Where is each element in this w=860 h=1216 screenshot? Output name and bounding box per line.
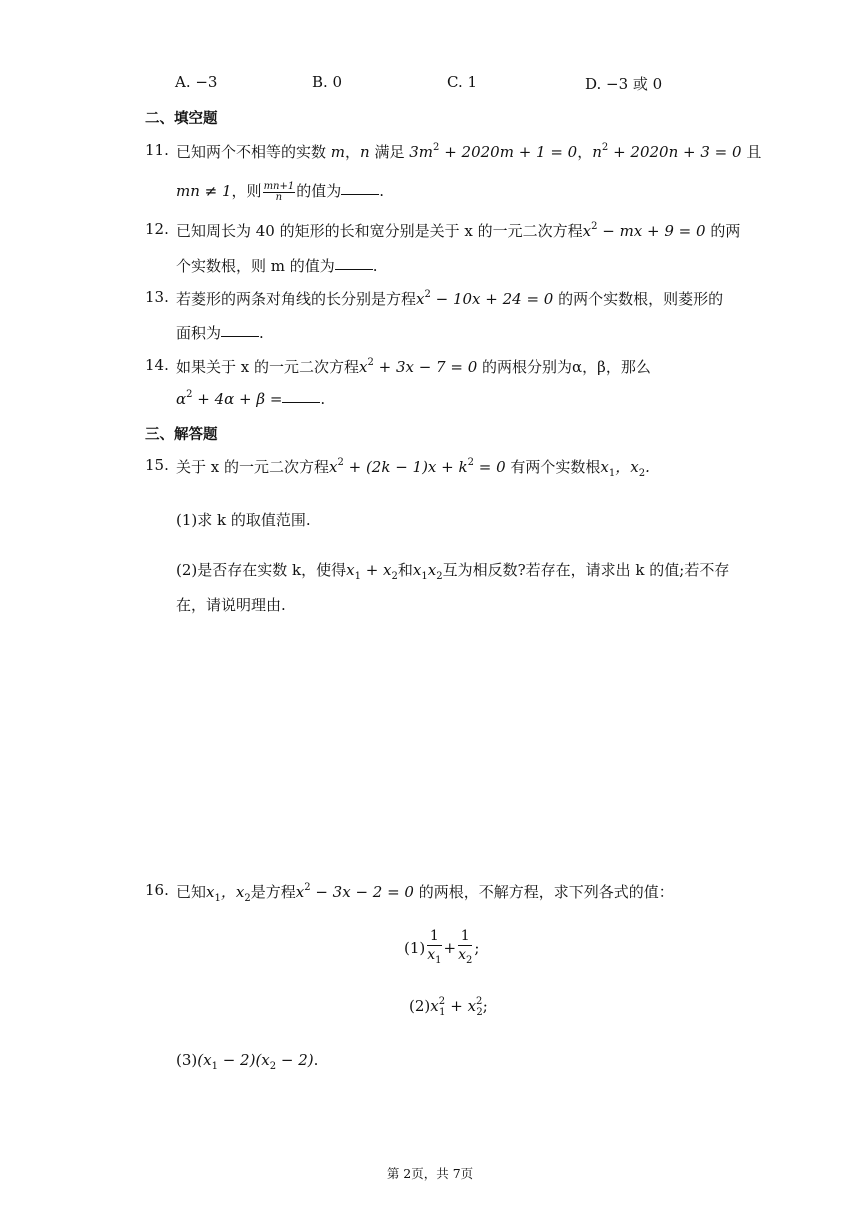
answer-blank	[282, 401, 320, 403]
q11-tail: 的值为	[296, 182, 342, 200]
question-14-line-2	[176, 389, 325, 408]
question-12-line-2	[176, 255, 378, 276]
q16-fraction-2	[458, 928, 472, 970]
q12-text-3: 个实数根，则 m 的值为	[176, 257, 335, 275]
q15-and: 和	[397, 561, 413, 579]
question-14-number: 14.	[145, 356, 169, 374]
question-15-part-1: (1)求 k 的取值范围.	[176, 511, 311, 529]
q16-part-1-label: (1)	[404, 939, 426, 957]
q16-frac-1-numerator: 1	[427, 928, 441, 946]
answer-blank	[341, 193, 379, 195]
q14-equation: $x^2 + 3x - 7 = 0$	[359, 357, 478, 376]
q12-text-2: 的两	[705, 222, 741, 240]
q11-var-m: m	[330, 143, 346, 161]
q15-part-2-text-2: 互为相反数?若存在，请求出 k 的值;若不存	[442, 561, 730, 579]
q16-text-2: 是方程	[250, 883, 296, 901]
q16-text: 已知	[176, 883, 207, 901]
q13-text: 若菱形的两条对角线的长分别是方程	[176, 290, 417, 308]
q11-then: ，则	[231, 182, 262, 200]
q15-sum: $x_1 + x_2$	[346, 561, 398, 582]
q16-frac-1-denominator: $x_1$	[427, 947, 442, 966]
question-12-line-1	[176, 220, 740, 241]
q14-text: 如果关于 x 的一元二次方程	[176, 358, 359, 376]
question-16-line-1	[176, 881, 674, 904]
question-11-number: 11.	[145, 141, 169, 159]
answer-blank	[221, 335, 259, 337]
q11-fraction	[263, 182, 296, 203]
q12-text: 已知周长为 40 的矩形的长和宽分别是关于 x 的一元二次方程	[176, 222, 583, 240]
question-16-part-3: $(3)(x_1 - 2)(x_2 - 2)$.	[176, 1051, 319, 1072]
q14-period: .	[320, 390, 326, 408]
section-title-fill-blank: 二、填空题	[145, 110, 218, 127]
q15-text-2: 有两个实数根	[505, 458, 601, 476]
q11-equation-2: $n^2 + 2020n + 3 = 0$	[592, 142, 742, 161]
option-b: B. 0	[312, 73, 343, 91]
question-15-line-1	[176, 456, 650, 479]
q16-roots: $x_1$，$x_2$	[206, 883, 251, 904]
question-15-number: 15.	[145, 456, 169, 474]
question-15-part-2-line-1	[176, 559, 729, 582]
option-c: C. 1	[447, 73, 478, 91]
q11-var-n: n	[360, 143, 370, 161]
q15-text: 关于 x 的一元二次方程	[176, 458, 329, 476]
q11-equation-1: $3m^2 + 2020m + 1 = 0$	[409, 142, 578, 161]
answer-blank	[335, 268, 373, 270]
q13-text-3: 面积为	[176, 324, 222, 342]
q11-and: 且	[741, 143, 762, 161]
question-16-number: 16.	[145, 881, 169, 899]
option-d: D. −3 或 0	[585, 75, 663, 93]
q11-frac-denominator: n	[275, 191, 283, 203]
q15-product: $x_1x_2$	[412, 561, 443, 582]
q14-expression: $\alpha^2 + 4\alpha + \beta$ =	[176, 389, 283, 408]
question-16-part-1	[404, 928, 479, 970]
section-title-solutions: 三、解答题	[145, 426, 218, 443]
q16-frac-2-denominator: $x_2$	[458, 947, 473, 966]
q13-equation: $x^2 - 10x + 24 = 0$	[416, 289, 554, 308]
question-11-line-1: 已知两个不相等的实数 m，n 满足 $3m^2 + 2020m + 1 = 0$，$n^2 + 2020n + 3 = 0$ 且	[176, 142, 762, 161]
q12-period: .	[372, 257, 378, 275]
question-13-line-2	[176, 322, 264, 343]
q16-equation: $x^2 - 3x - 2 = 0$	[295, 882, 414, 901]
q16-semicolon: ;	[474, 939, 480, 957]
q13-text-2: 的两个实数根，则菱形的	[553, 290, 724, 308]
q11-frac-numerator: mn+1	[263, 180, 295, 192]
q13-period: .	[259, 324, 264, 342]
q16-plus: +	[443, 939, 457, 957]
page-footer: 第 2页，共 7页	[386, 1166, 474, 1181]
question-13-number: 13.	[145, 288, 169, 306]
q11-text-2: 满足	[369, 143, 410, 161]
q16-frac-2-numerator: 1	[458, 928, 472, 946]
question-14-line-1	[176, 356, 651, 377]
q16-fraction-1	[427, 928, 441, 970]
q16-text-3: 的两根，不解方程，求下列各式的值：	[413, 883, 674, 901]
q14-text-2: 的两根分别为α，β，那么	[477, 358, 651, 376]
q11-comma: ，	[345, 143, 361, 161]
question-13-line-1	[176, 288, 723, 309]
q12-equation: $x^2$ − mx + 9 = 0	[582, 221, 706, 240]
q11-text: 已知两个不相等的实数	[176, 143, 327, 161]
question-11-line-2	[176, 180, 384, 203]
q15-roots: $x_1$，$x_2$.	[600, 458, 650, 479]
q11-condition: mn ≠ 1	[176, 182, 232, 200]
q15-part-2-text: (2)是否存在实数 k，使得	[176, 561, 347, 579]
q15-equation: $x^2 + (2k - 1)x + k^2 = 0$	[329, 457, 506, 476]
question-12-number: 12.	[145, 220, 169, 238]
question-16-part-2: $(2)x^2_1 + x^2_2$;	[409, 996, 488, 1018]
question-15-part-2-line-2: 在，请说明理由.	[176, 596, 286, 614]
q11-period: .	[379, 182, 385, 200]
option-a: A. −3	[175, 73, 218, 91]
